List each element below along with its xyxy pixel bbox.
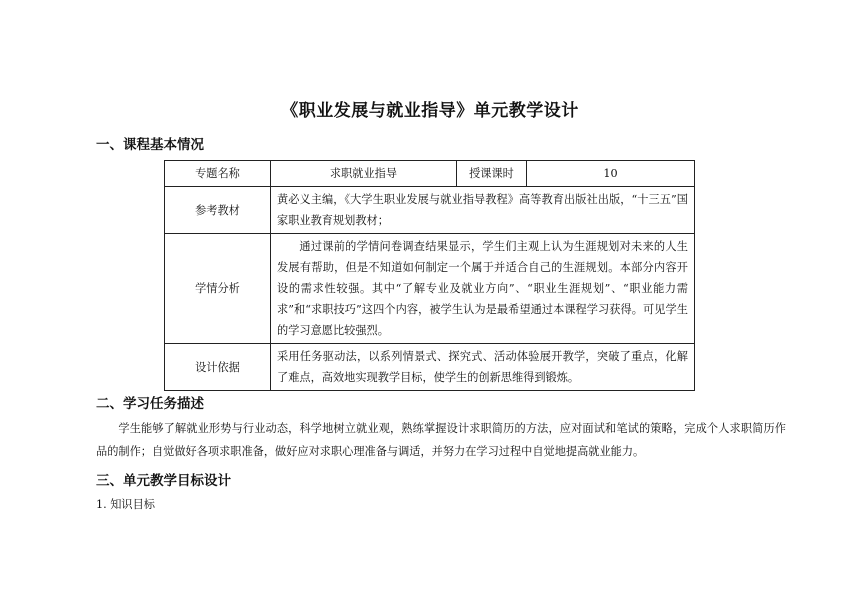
topic-name-value: 求职就业指导: [271, 161, 457, 187]
class-hours-label: 授课课时: [457, 161, 527, 187]
topic-name-label: 专题名称: [165, 161, 271, 187]
task-description-paragraph: 学生能够了解就业形势与行业动态，科学地树立就业观，熟练掌握设计求职简历的方法，应对面试和笔试的策略，完成个人求职简历作品的制作；自觉做好各项求职准备，做好应对求职心理准备与调适，并努力在学习过程中自觉地提高就业能力。: [96, 422, 786, 458]
learner-analysis-value: 通过课前的学情问卷调查结果显示，学生们主观上认为生涯规划对未来的人生发展有帮助，但是不知道如何制定一个属于并适合自己的生涯规划。本部分内容开设的需求性较强。其中“了解专业及就业方向”、“职业生涯规划”、“职业能力需求”和“求职技巧”这四个内容，被学生认为是最希望通过本课程学习获得。可见学生的学习意愿比较强烈。: [271, 234, 695, 344]
table-row: [165, 344, 695, 391]
section-heading-course-info: 一、课程基本情况: [96, 137, 204, 153]
class-hours-value: 10: [527, 161, 695, 187]
section-heading-objectives: 三、单元教学目标设计: [96, 473, 231, 489]
knowledge-objective-subheading: 1. 知识目标: [96, 498, 155, 511]
section-heading-task-description: 二、学习任务描述: [96, 396, 204, 412]
learner-analysis-label: 学情分析: [165, 234, 271, 344]
table-row: [165, 187, 695, 234]
table-row: [165, 234, 695, 344]
course-info-table: [164, 160, 695, 391]
textbook-label: 参考教材: [165, 187, 271, 234]
design-basis-value: 采用任务驱动法，以系列情景式、探究式、活动体验展开教学，突破了重点，化解了难点，高效地实现教学目标，使学生的创新思维得到锻炼。: [271, 344, 695, 391]
design-basis-label: 设计依据: [165, 344, 271, 391]
textbook-value: 黄必义主编，《大学生职业发展与就业指导教程》高等教育出版社出版，“十三五”国家职业教育规划教材；: [271, 187, 695, 234]
document-title: 《职业发展与就业指导》单元教学设计: [281, 101, 579, 121]
table-row: [165, 161, 695, 187]
